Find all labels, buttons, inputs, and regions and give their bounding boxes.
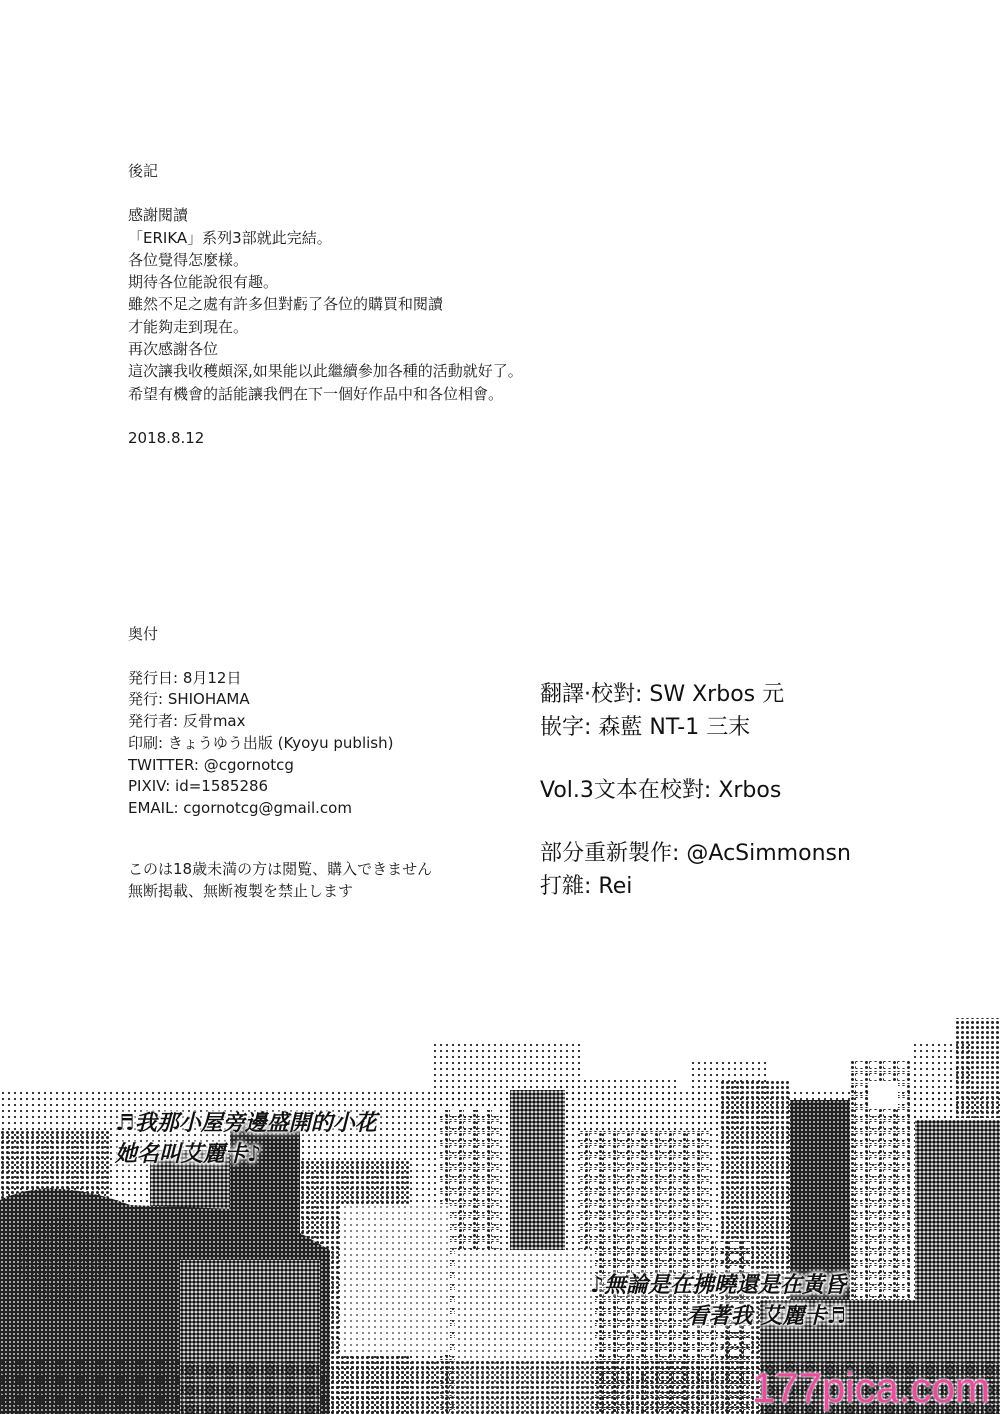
afterword-line: 這次讓我收穫頗深,如果能以此繼續參加各種的活動就好了。	[128, 362, 523, 381]
afterword-line: 期待各位能說很有趣。	[128, 273, 279, 292]
city-skyline-illustration	[0, 1000, 1000, 1414]
afterword-line: 希望有機會的話能讓我們在下一個好作品中和各位相會。	[128, 384, 504, 403]
colophon-printer: 印刷: きょうゆう出版 (Kyoyu publish)	[128, 733, 394, 752]
colophon-heading: 奥付	[128, 625, 159, 643]
lyric-caption-left	[115, 1108, 377, 1170]
afterword-line: 感謝閱讀	[128, 206, 189, 225]
colophon-author: 発行者: 反骨max	[128, 712, 246, 731]
credit-line: 翻譯·校對: SW Xrbos 元	[540, 682, 785, 707]
colophon-email: EMAIL: cgornotcg@gmail.com	[128, 798, 352, 817]
colophon-release-date: 発行日: 8月12日	[128, 668, 242, 687]
afterword-line: 才能夠走到現在。	[128, 317, 249, 336]
halftone-skyline	[0, 1000, 1000, 1414]
afterword-line: 雖然不足之處有許多但對虧了各位的購買和閱讀	[128, 295, 444, 314]
colophon-publisher: 発行: SHIOHAMA	[128, 690, 250, 709]
credit-line: 部分重新製作: @AcSimmonsn	[540, 841, 851, 866]
afterword-line: 再次感謝各位	[128, 340, 219, 359]
credit-spacer	[540, 807, 980, 837]
colophon-twitter: TWITTER: @cgornotcg	[128, 755, 294, 774]
afterword-line: 各位覺得怎麼樣。	[128, 250, 249, 269]
afterword-heading: 後記	[128, 162, 159, 180]
lyric-caption-right	[590, 1270, 846, 1332]
notice-line: 無断掲載、無断複製を禁止します	[128, 882, 354, 900]
credit-line: Vol.3文本在校對: Xrbos	[540, 778, 782, 803]
colophon-section	[128, 624, 548, 820]
caption-line: 看著我 艾麗卡♬	[686, 1303, 847, 1329]
site-watermark: 177pica.com	[751, 1364, 990, 1411]
credit-spacer	[540, 744, 980, 774]
credit-line: 打雜: Rei	[540, 874, 633, 899]
credit-line: 嵌字: 森藍 NT-1 三末	[540, 715, 751, 740]
caption-line: 她名叫艾麗卡♪	[115, 1141, 262, 1167]
notice-line: このは18歳未満の方は閲覧、購入できません	[128, 860, 433, 878]
afterword-date: 2018.8.12	[128, 428, 205, 447]
translation-credits	[540, 678, 980, 903]
afterword-line: 「ERIKA」系列3部就此完結。	[128, 228, 332, 247]
caption-line: ♪無論是在拂曉還是在黃昏	[590, 1272, 847, 1298]
afterword-section	[128, 160, 688, 449]
afterword-body	[128, 204, 688, 405]
caption-line: ♬我那小屋旁邊盛開的小花	[115, 1110, 377, 1136]
age-notice	[128, 858, 548, 902]
colophon-pixiv: PIXIV: id=1585286	[128, 777, 269, 796]
